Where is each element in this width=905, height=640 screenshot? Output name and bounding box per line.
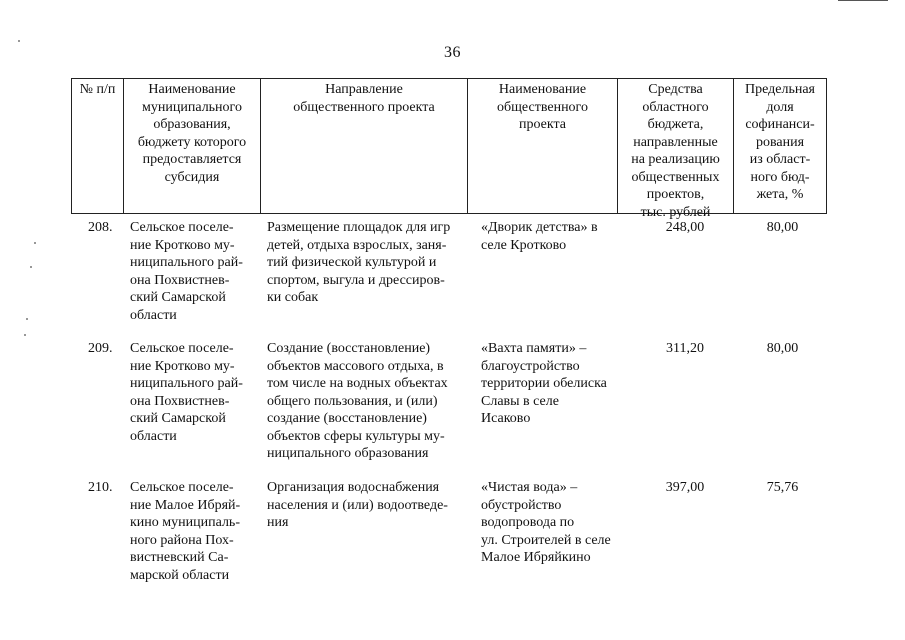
row-number: 210. — [88, 480, 113, 495]
row-number: 209. — [88, 341, 113, 356]
scan-speck — [34, 242, 36, 244]
header-direction: Направление общественного проекта — [260, 78, 468, 214]
row-project: «Чистая вода» – обустройство водопровода по ул. Строителей в селе Малое Ибряйкино — [481, 480, 611, 565]
row-funds: 248,00 — [665, 220, 705, 235]
row-direction: Создание (восстановление) объектов массового отдыха, в том числе на водных объектах общего пользования, и (или) создание (восстановление) объектов сферы культуры му- ниципального образования — [267, 341, 448, 461]
top-edge-rule — [838, 0, 888, 1]
header-share: Предельная доля софинанси- рования из област- ного бюд- жета, % — [733, 78, 827, 214]
row-municipality: Сельское поселе- ние Кротково му- ниципального рай- она Похвистнев- ский Самарской области — [130, 220, 243, 323]
row-direction: Размещение площадок для игр детей, отдыха взрослых, заня- тий физической культурой и спортом, выгула и дрессиров- ки собак — [267, 220, 451, 305]
page-number: 36 — [444, 44, 461, 61]
row-project: «Дворик детства» в селе Кротково — [481, 220, 598, 253]
row-municipality: Сельское поселе- ние Малое Ибряй- кино муниципаль- ного района Пох- вистневский Са- марской области — [130, 480, 241, 583]
row-share: 80,00 — [766, 220, 799, 235]
header-municipality: Наименование муниципального образования, бюджету которого предоставляется субсидия — [123, 78, 261, 214]
header-num: № п/п — [71, 78, 124, 214]
header-project: Наименование общественного проекта — [467, 78, 618, 214]
row-share: 80,00 — [766, 341, 799, 356]
scan-speck — [26, 318, 28, 320]
row-funds: 397,00 — [665, 480, 705, 495]
row-number: 208. — [88, 220, 113, 235]
scan-speck — [18, 40, 20, 42]
row-municipality: Сельское поселе- ние Кротково му- ниципального рай- она Похвистнев- ский Самарской области — [130, 341, 243, 444]
row-project: «Вахта памяти» – благоустройство территории обелиска Славы в селе Исаково — [481, 341, 607, 426]
row-share: 75,76 — [766, 480, 799, 495]
row-funds: 311,20 — [666, 341, 704, 356]
scan-speck — [30, 266, 32, 268]
row-direction: Организация водоснабжения населения и (или) водоотведе- ния — [267, 480, 448, 530]
header-funds: Средства областного бюджета, направленные на реализацию общественных проектов, тыс. рублей — [617, 78, 734, 214]
scan-speck — [24, 334, 26, 336]
